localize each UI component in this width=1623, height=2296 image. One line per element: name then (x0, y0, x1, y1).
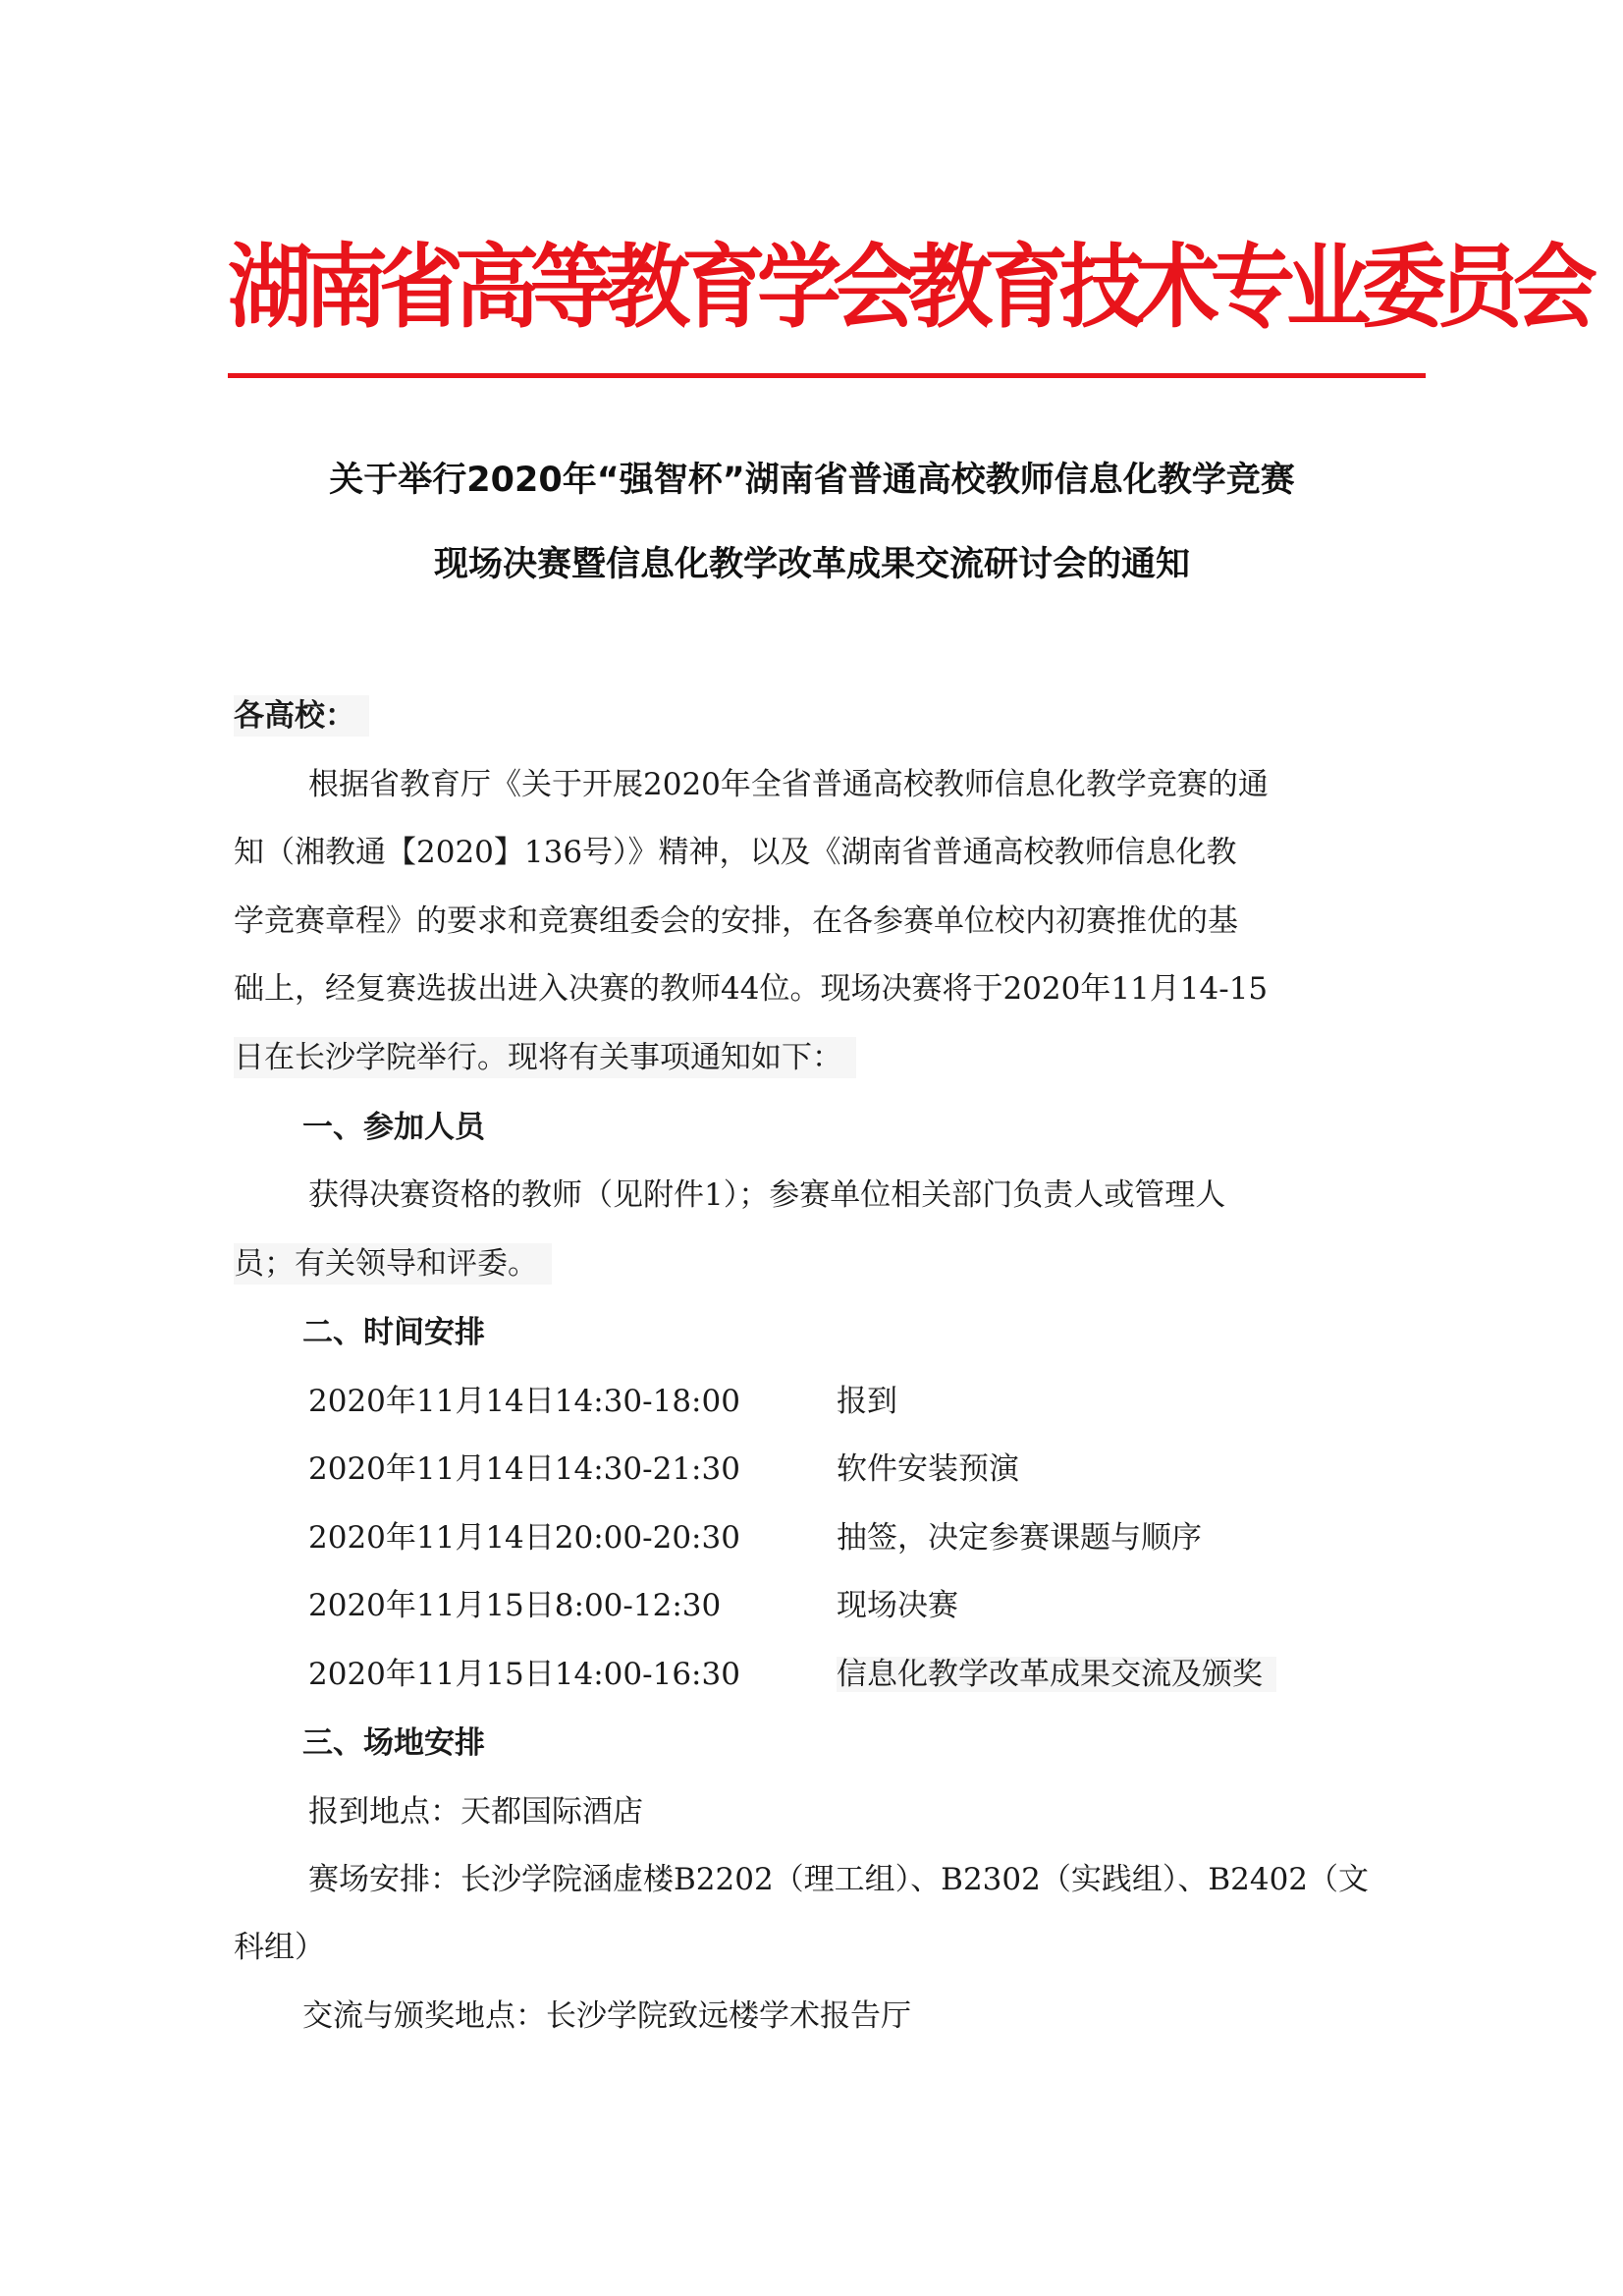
schedule-item (308, 1381, 897, 1422)
schedule-event: 信息化教学改革成果交流及颁奖 (837, 1657, 1276, 1692)
organization-masthead: 湖南省高等教育学会教育技术专业委员会 (228, 235, 1589, 341)
schedule-time: 2020年11月15日14:00-16:30 (308, 1657, 740, 1692)
participants-line-2: 员；有关领导和评委。 (234, 1243, 552, 1285)
schedule-event: 报到 (837, 1384, 897, 1419)
salutation: 各高校： (234, 695, 369, 737)
schedule-item (308, 1449, 1019, 1490)
intro-line-1: 根据省教育厅《关于开展2020年全省普通高校教师信息化教学竞赛的通 (308, 767, 1269, 802)
intro-line-2: 知（湘教通【2020】136号）》精神，以及《湖南省普通高校教师信息化教 (234, 835, 1237, 870)
schedule-item (308, 1585, 958, 1626)
intro-line-4: 础上，经复赛选拔出进入决赛的教师44位。现场决赛将于2020年11月14-15 (234, 971, 1269, 1007)
masthead-red-rule (228, 373, 1426, 378)
schedule-time: 2020年11月15日8:00-12:30 (308, 1588, 722, 1623)
venue-checkin: 报到地点：天都国际酒店 (308, 1794, 643, 1830)
venue-arena-line-1: 赛场安排：长沙学院涵虚楼B2202（理工组）、B2302（实践组）、B2402（文 (308, 1862, 1370, 1897)
section-heading-schedule: 二、时间安排 (302, 1315, 485, 1350)
venue-arena-line-2: 科组） (234, 1930, 325, 1965)
schedule-item (308, 1517, 1202, 1558)
intro-line-5: 日在长沙学院举行。现将有关事项通知如下： (234, 1037, 856, 1078)
schedule-time: 2020年11月14日20:00-20:30 (308, 1520, 740, 1556)
section-heading-participants: 一、参加人员 (302, 1110, 485, 1145)
participants-line-1: 获得决赛资格的教师（见附件1）；参赛单位相关部门负责人或管理人 (308, 1177, 1226, 1213)
notice-title-line-2: 现场决赛暨信息化教学改革成果交流研讨会的通知 (433, 545, 1190, 584)
schedule-event: 现场决赛 (837, 1588, 958, 1623)
schedule-item (308, 1654, 1276, 1695)
intro-line-3: 学竞赛章程》的要求和竞赛组委会的安排，在各参赛单位校内初赛推优的基 (234, 903, 1238, 939)
schedule-time: 2020年11月14日14:30-21:30 (308, 1451, 740, 1487)
notice-title-line-1: 关于举行2020年“强智杯”湖南省普通高校教师信息化教学竞赛 (329, 461, 1295, 500)
schedule-time: 2020年11月14日14:30-18:00 (308, 1384, 740, 1419)
venue-award: 交流与颁奖地点：长沙学院致远楼学术报告厅 (302, 1998, 911, 2034)
section-heading-venue: 三、场地安排 (302, 1725, 485, 1761)
schedule-event: 软件安装预演 (837, 1451, 1019, 1487)
schedule-event: 抽签，决定参赛课题与顺序 (837, 1520, 1202, 1556)
